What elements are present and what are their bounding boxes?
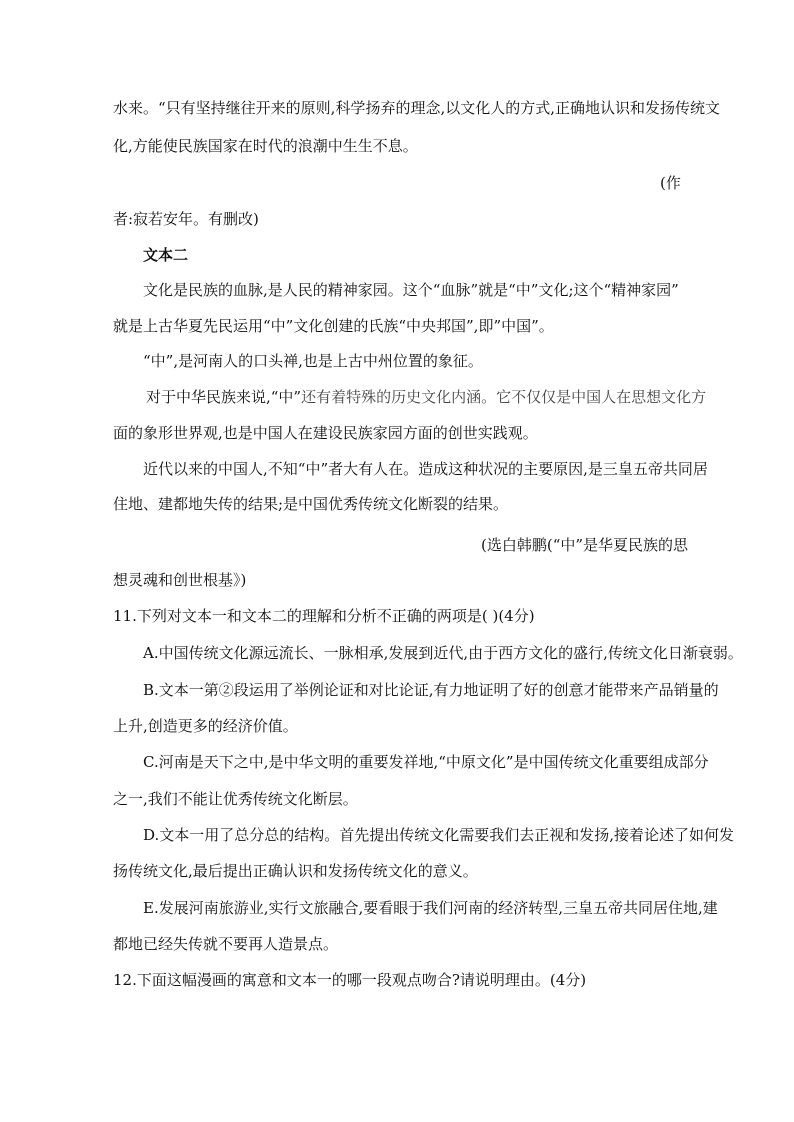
passage-two-source: 想灵魂和创世根基》) bbox=[113, 571, 247, 589]
question-11-stem: 11.下列对文本一和文本二的理解和分析不正确的两项是( )(4分) bbox=[113, 607, 535, 625]
question-11-option-a: A.中国传统文化源远流长、一脉相承,发展到近代,由于西方文化的盛行,传统文化日渐衰弱。 bbox=[143, 644, 743, 662]
question-11-option-d: 扬传统文化,最后提出正确认识和发扬传统文化的意义。 bbox=[113, 862, 478, 880]
passage-one-source: (作 bbox=[660, 174, 681, 192]
question-11-option-b: B.文本一第②段运用了举例论证和对比论证,有力地证明了好的创意才能带来产品销量的 bbox=[143, 681, 719, 699]
passage-one-source: 者:寂若安年。有删改) bbox=[113, 210, 259, 228]
passage-two-line: 住地、建都地失传的结果;是中国优秀传统文化断裂的结果。 bbox=[113, 495, 509, 513]
passage-two-line: 就是上古华夏先民运用“中”文化创建的氏族“中央邦国”,即”中国”。 bbox=[113, 317, 554, 335]
passage-two-text: 对于中华民族来说,“中” bbox=[146, 388, 302, 406]
passage-two-heading: 文本二 bbox=[143, 246, 189, 264]
passage-two-line bbox=[146, 387, 706, 407]
passage-two-text: 还有着特殊的历史文化内涵。它不仅仅是中国人在思想文化方 bbox=[301, 388, 707, 406]
question-11-option-e: 都地已经失传就不要再人造景点。 bbox=[113, 935, 339, 953]
passage-two-source: (选白韩鹏(“中”是华夏民族的思 bbox=[481, 536, 689, 554]
question-11-option-b: 上升,创造更多的经济价值。 bbox=[113, 717, 298, 735]
passage-two-line: 文化是民族的血脉,是人民的精神家园。这个“血脉”就是“中”文化;这个“精神家园” bbox=[143, 281, 679, 299]
question-11-option-c: C.河南是天下之中,是中华文明的重要发祥地,“中原文化”是中国传统文化重要组成部分 bbox=[143, 753, 709, 771]
passage-two-line: 近代以来的中国人,不知“中”者大有人在。造成这种状况的主要原因,是三皇五帝共同居 bbox=[143, 460, 708, 478]
passage-two-line: “中”,是河南人的口头禅,也是上古中州位置的象征。 bbox=[143, 352, 483, 370]
question-11-option-d: D.文本一用了总分总的结构。首先提出传统文化需要我们去正视和发扬,接着论述了如何发 bbox=[143, 826, 735, 844]
question-11-option-c: 之一,我们不能让优秀传统文化断层。 bbox=[113, 790, 358, 808]
passage-one-line: 水来。“只有坚持继往开来的原则,科学扬弃的理念,以文化人的方式,正确地认识和发扬传统文 bbox=[113, 99, 720, 117]
question-12-stem: 12.下面这幅漫画的寓意和文本一的哪一段观点吻合?请说明理由。(4分) bbox=[113, 971, 587, 989]
passage-one-line: 化,方能使民族国家在时代的浪潮中生生不息。 bbox=[113, 137, 418, 155]
passage-two-line: 面的象形世界观,也是中国人在建设民族家园方面的创世实践观。 bbox=[113, 424, 538, 442]
question-11-option-e: E.发展河南旅游业,实行文旅融合,要看眼于我们河南的经济转型,三皇五帝共同居住地,建 bbox=[143, 899, 718, 917]
